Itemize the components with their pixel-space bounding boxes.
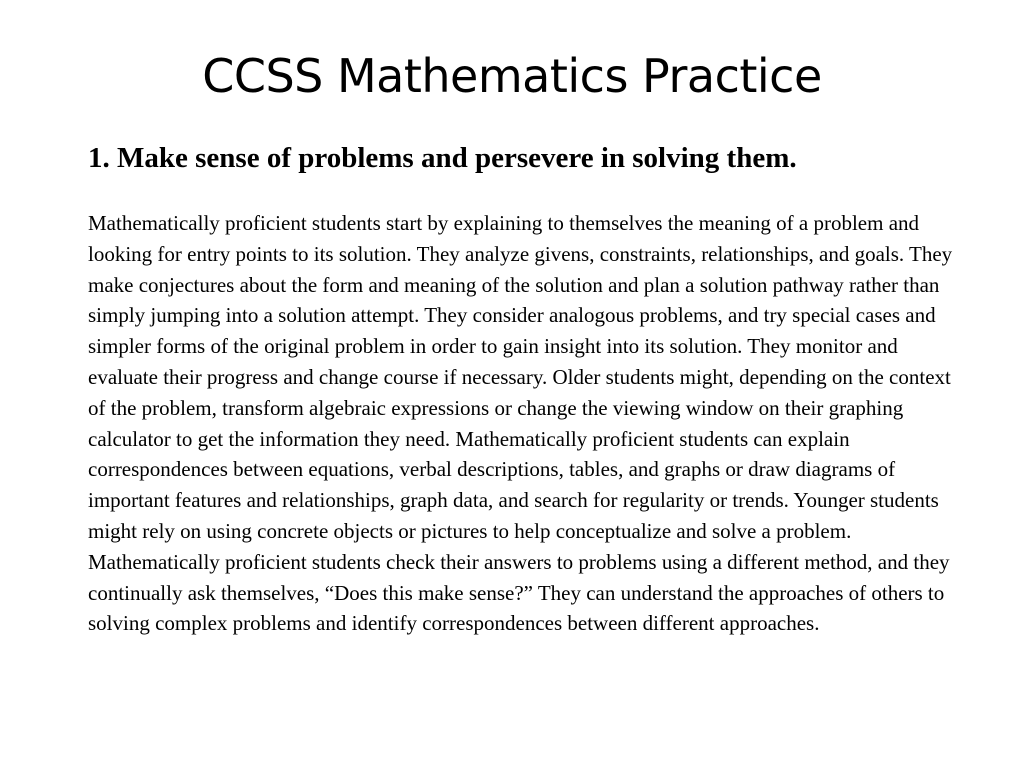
practice-description: Mathematically proficient students start by explaining to themselves the meaning of a problem and looking for entry points to its solution. They analyze givens, constraints, relationships, and goals. They make conjectures about the form and meaning of the solution and plan a solution pathway rather than simply jumping into a solution attempt. They consider analogous problems, and try special cases and simpler forms of the original problem in order to gain insight into its solution. They monitor and evaluate their progress and change course if necessary. Older students might, depending on the context of the problem, transform algebraic expressions or change the viewing window on their graphing calculator to get the information they need. Mathematically proficient students can explain correspondences between equations, verbal descriptions, tables, and graphs or draw diagrams of important features and relationships, graph data, and search for regularity or trends. Younger students might rely on using concrete objects or pictures to help conceptualize and solve a problem. Mathematically proficient students check their answers to problems using a different method, and they continually ask themselves, “Does this make sense?” They can understand the approaches of others to solving complex problems and identify correspondences between different approaches. — [88, 211, 953, 636]
slide-title: CCSS Mathematics Practice — [202, 49, 822, 103]
practice-heading: 1. Make sense of problems and persevere in solving them. — [88, 142, 797, 174]
